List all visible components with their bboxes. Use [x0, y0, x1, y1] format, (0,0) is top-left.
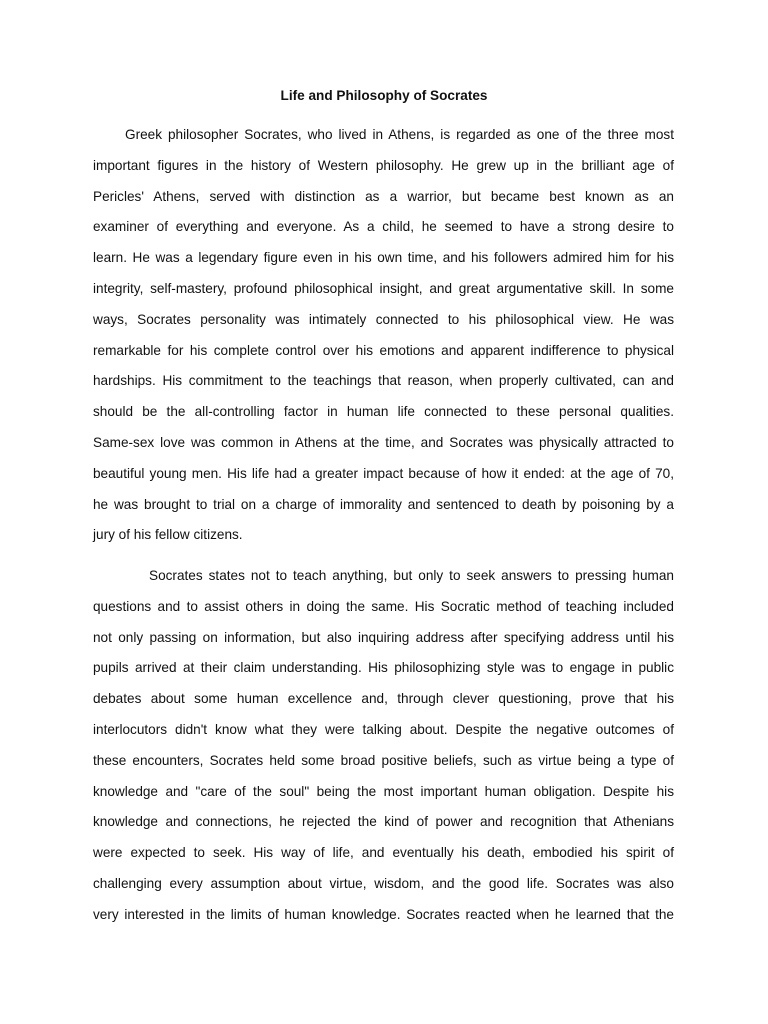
page-title: Life and Philosophy of Socrates — [280, 88, 488, 103]
paragraph-line: knowledge and "care of the soul" being the most important human obligation. Despite his — [93, 783, 674, 799]
paragraph-line: pupils arrived at their claim understanding. His philosophizing style was to engage in public — [93, 660, 674, 676]
paragraph-line: Same-sex love was common in Athens at the time, and Socrates was physically attracted to — [93, 434, 674, 450]
paragraph-line: hardships. His commitment to the teachings that reason, when properly cultivated, can and — [93, 373, 674, 389]
paragraph-line: examiner of everything and everyone. As a child, he seemed to have a strong desire to — [93, 219, 674, 235]
paragraph-line: challenging every assumption about virtue, wisdom, and the good life. Socrates was also — [93, 875, 674, 891]
paragraph-line: he was brought to trial on a charge of immorality and sentenced to death by poisoning by a — [93, 496, 674, 512]
paragraph-line: knowledge and connections, he rejected the kind of power and recognition that Athenians — [93, 814, 674, 830]
paragraph-line: debates about some human excellence and, through clever questioning, prove that his — [93, 691, 674, 707]
paragraph-line: these encounters, Socrates held some broad positive beliefs, such as virtue being a type of — [93, 752, 674, 768]
paragraph-line: were expected to seek. His way of life, and eventually his death, embodied his spirit of — [93, 845, 674, 861]
paragraph-line: questions and to assist others in doing the same. His Socratic method of teaching included — [93, 598, 674, 614]
paragraph-line: should be the all-controlling factor in human life connected to these personal qualities. — [93, 404, 674, 420]
paragraph-line: integrity, self-mastery, profound philosophical insight, and great argumentative skill. In some — [93, 280, 674, 296]
paragraph-line: not only passing on information, but also inquiring address after specifying address until his — [93, 629, 674, 645]
paragraph-line: Socrates states not to teach anything, but only to seek answers to pressing human — [149, 568, 674, 583]
paragraph-line: Pericles' Athens, served with distinction as a warrior, but became best known as an — [93, 188, 674, 204]
paragraph-line: beautiful young men. His life had a greater impact because of how it ended: at the age of 70, — [93, 465, 674, 481]
paragraph-line: ways, Socrates personality was intimately connected to his philosophical view. He was — [93, 311, 674, 327]
paragraph-2 — [93, 561, 674, 931]
paragraph-line: remarkable for his complete control over his emotions and apparent indifference to physical — [93, 342, 674, 358]
paragraph-line: very interested in the limits of human knowledge. Socrates reacted when he learned that the — [93, 906, 674, 922]
paragraph-1 — [93, 120, 674, 551]
paragraph-line: learn. He was a legendary figure even in his own time, and his followers admired him for his — [93, 250, 674, 266]
paragraph-line: Greek philosopher Socrates, who lived in Athens, is regarded as one of the three most — [125, 127, 674, 142]
paragraph-line: interlocutors didn't know what they were talking about. Despite the negative outcomes of — [93, 721, 674, 737]
paragraph-line: jury of his fellow citizens. — [93, 527, 243, 543]
paragraph-line: important figures in the history of Western philosophy. He grew up in the brilliant age of — [93, 157, 674, 173]
